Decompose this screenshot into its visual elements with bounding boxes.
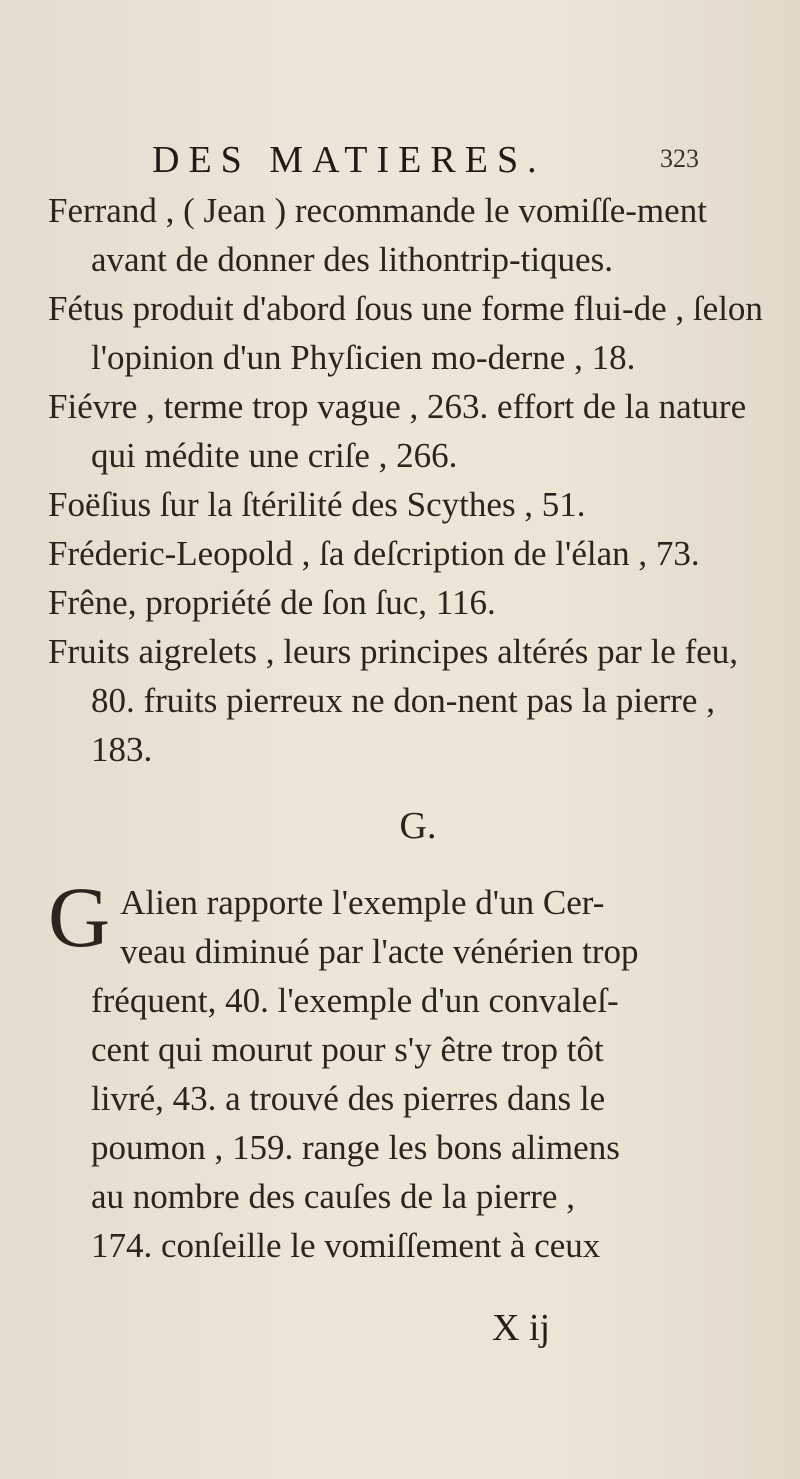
text-line: poumon , 159. range les bons alimens [91,1128,620,1167]
index-entry-fetus: Fétus produit d'abord ſous une forme flui-de , ſelon l'opinion d'un Phyſicien mo-derne , 18. [48,289,763,377]
index-entries [48,186,768,1270]
index-entry-frene: Frêne, propriété de ſon ſuc, 116. [48,583,496,622]
text-line: livré, 43. a trouvé des pierres dans le [91,1079,606,1118]
index-entry-foesius: Foëſius ſur la ſtérilité des Scythes , 51. [48,485,586,524]
text-line: au nombre des cauſes de la pierre , [91,1177,575,1216]
index-entry-fievre: Fiévre , terme trop vague , 263. effort de la nature qui médite une criſe , 266. [48,387,747,475]
drop-cap: G [48,869,111,965]
text-line: Alien rapporte l'exemple d'un Cer- [120,883,605,922]
text-line: 174. conſeille le vomiſſement à ceux [91,1226,601,1265]
text-line: fréquent, 40. l'exemple d'un convaleſ- [91,981,619,1020]
index-entry-galien [48,869,768,1270]
signature-mark: X ij [492,1307,551,1349]
index-entry-frederic-leopold: Fréderic-Leopold , ſa deſcription de l'élan , 73. [48,534,700,573]
text-line: veau diminué par l'acte vénérien trop [120,932,639,971]
page-header [0,138,800,186]
index-entry-ferrand: Ferrand , ( Jean ) recommande le vomiſſe-ment avant de donner des lithontrip-tiques. [48,191,707,279]
galien-entry-text [48,869,768,1270]
text-line: cent qui mourut pour s'y être trop tôt [91,1030,604,1069]
page-number: 323 [660,144,699,173]
index-entry-fruits: Fruits aigrelets , leurs principes altérés par le feu, 80. fruits pierreux ne don-nent pas la pierre , 183. [48,632,739,769]
running-title: DES MATIERES. [152,139,546,181]
section-letter-heading: G. [399,805,437,847]
